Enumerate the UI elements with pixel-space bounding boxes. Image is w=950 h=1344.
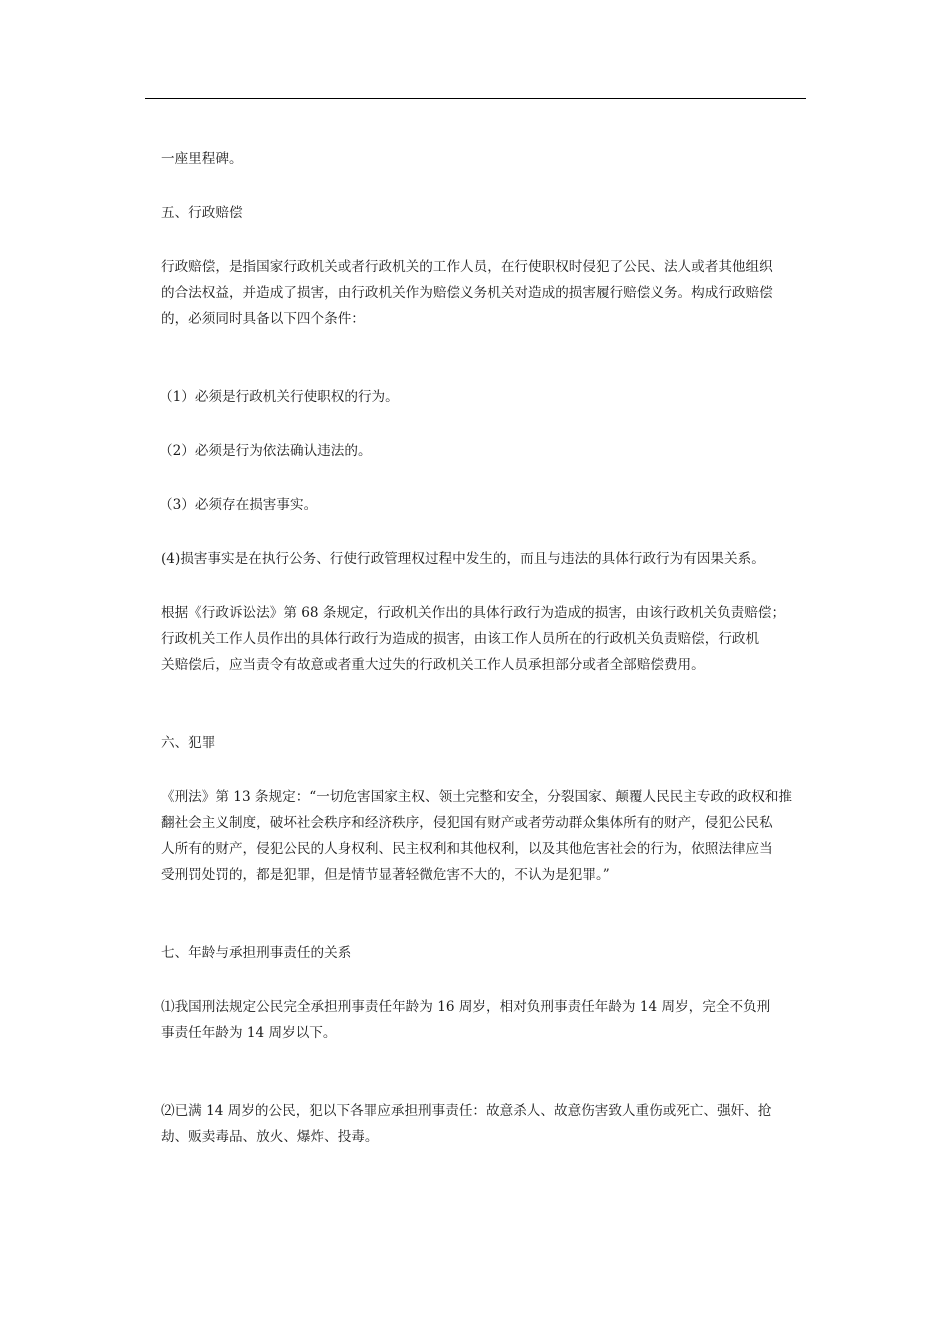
section5-intro-paragraph — [161, 254, 773, 332]
section7-item-1 — [161, 994, 770, 1046]
section-heading-5: 五、行政赔偿 — [161, 205, 243, 221]
section7-item-2 — [161, 1098, 771, 1150]
paragraph-line: 受刑罚处罚的，都是犯罪，但是情节显著轻微危害不大的，不认为是犯罪。” — [161, 867, 610, 883]
section-heading-6: 六、犯罪 — [161, 735, 216, 751]
paragraph-line: 的合法权益，并造成了损害，由行政机关作为赔偿义务机关对造成的损害履行赔偿义务。构成行政赔偿 — [161, 285, 773, 301]
continued-text: 一座里程碑。 — [161, 151, 243, 167]
paragraph-line: 人所有的财产，侵犯公民的人身权利、民主权利和其他权利，以及其他危害社会的行为，依照法律应当 — [161, 841, 773, 857]
condition-item-1: （1）必须是行政机关行使职权的行为。 — [159, 389, 399, 405]
paragraph-line: 《刑法》第 13 条规定：“一切危害国家主权、领土完整和安全，分裂国家、颠覆人民民主专政的政权和推 — [161, 789, 793, 805]
paragraph-line: 翻社会主义制度，破坏社会秩序和经济秩序，侵犯国有财产或者劳动群众集体所有的财产，侵犯公民私 — [161, 815, 773, 831]
paragraph-line: ⑵已满 14 周岁的公民，犯以下各罪应承担刑事责任：故意杀人、故意伤害致人重伤或死亡、强奸、抢 — [161, 1103, 772, 1119]
paragraph-line: ⑴我国刑法规定公民完全承担刑事责任年龄为 16 周岁，相对负刑事责任年龄为 14 周岁，完全不负刑 — [161, 999, 771, 1015]
paragraph-line: 行政机关工作人员作出的具体行政行为造成的损害，由该工作人员所在的行政机关负责赔偿，行政机 — [161, 631, 760, 647]
section-heading-7: 七、年龄与承担刑事责任的关系 — [161, 945, 352, 961]
paragraph-line: 根据《行政诉讼法》第 68 条规定，行政机关作出的具体行政行为造成的损害，由该行政机关负责赔偿； — [161, 605, 786, 621]
paragraph-line: 劫、贩卖毒品、放火、爆炸、投毒。 — [161, 1129, 379, 1145]
paragraph-line: 事责任年龄为 14 周岁以下。 — [161, 1025, 337, 1041]
paragraph-line: 关赔偿后，应当责令有故意或者重大过失的行政机关工作人员承担部分或者全部赔偿费用。 — [161, 657, 705, 673]
condition-item-3: （3）必须存在损害事实。 — [159, 497, 318, 513]
section5-law-paragraph — [161, 600, 785, 678]
paragraph-line: 的，必须同时具备以下四个条件： — [161, 311, 365, 327]
paragraph-line: 行政赔偿，是指国家行政机关或者行政机关的工作人员，在行使职权时侵犯了公民、法人或者其他组织 — [161, 259, 773, 275]
condition-item-4: (4)损害事实是在执行公务、行使行政管理权过程中发生的，而且与违法的具体行政行为有因果关系。 — [161, 551, 765, 567]
header-rule — [145, 98, 806, 99]
section6-body-paragraph — [161, 784, 792, 888]
condition-item-2: （2）必须是行为依法确认违法的。 — [159, 443, 372, 459]
